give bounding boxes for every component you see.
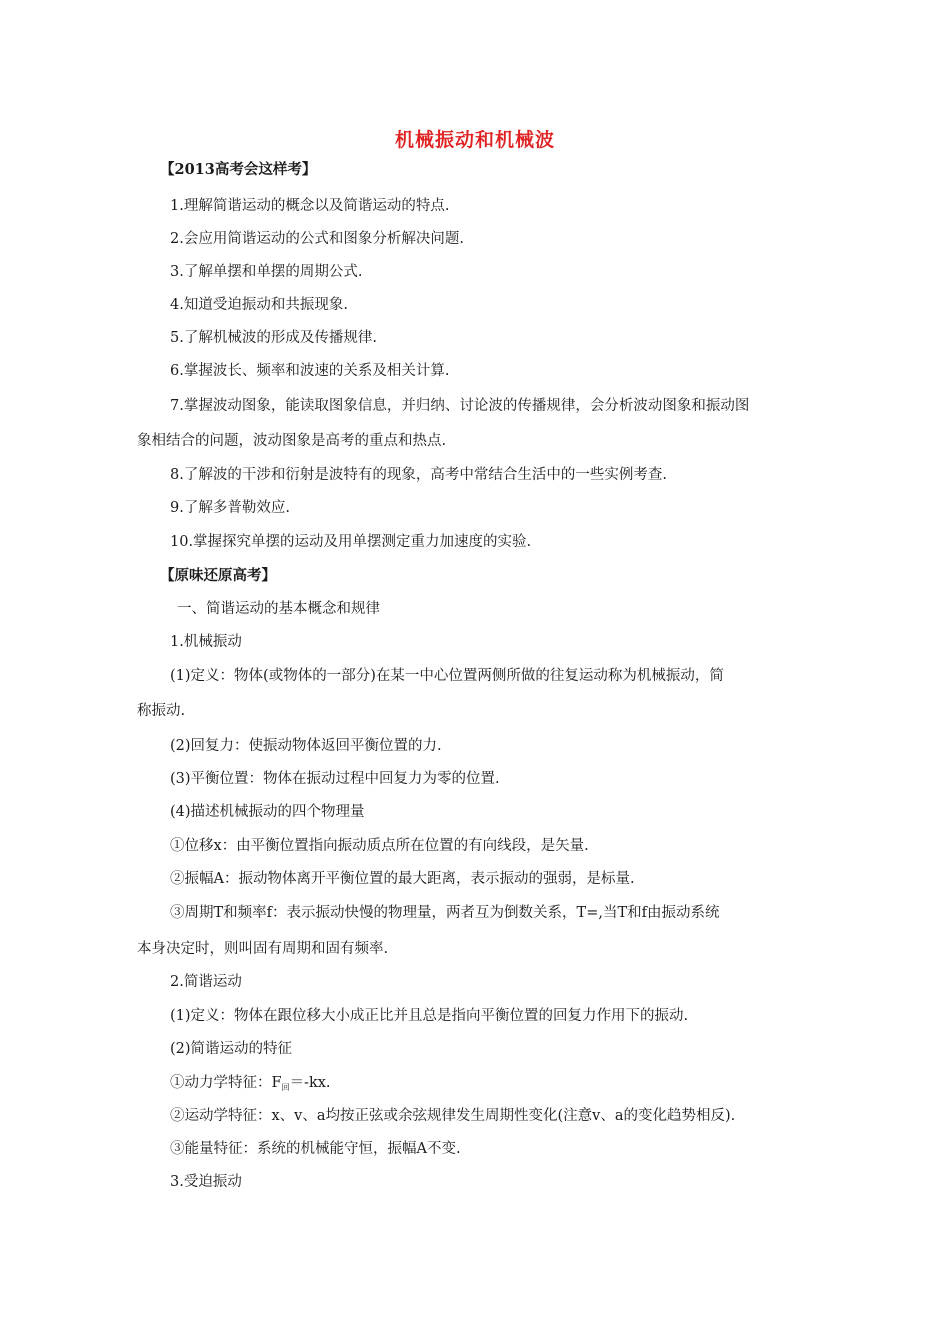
paragraph: ②运动学特征：x、v、a均按正弦或余弦规律发生周期性变化(注意v、a的变化趋势相反). <box>170 1108 736 1124</box>
paragraph: (4)描述机械振动的四个物理量 <box>170 804 365 820</box>
exam-point: 8.了解波的干涉和衍射是波特有的现象，高考中常结合生活中的一些实例考查. <box>170 467 667 483</box>
paragraph: ③周期T和频率f：表示振动快慢的物理量，两者互为倒数关系，T=,当T和f由振动系统 <box>170 905 720 921</box>
subheading: 一、简谐运动的基本概念和规律 <box>177 601 380 617</box>
section-heading-review: 【原味还原高考】 <box>160 567 276 584</box>
item-heading: 2.简谐运动 <box>170 974 242 990</box>
exam-point: 6.掌握波长、频率和波速的关系及相关计算. <box>170 363 450 379</box>
paragraph: ②振幅A：振动物体离开平衡位置的最大距离，表示振动的强弱，是标量. <box>170 871 635 887</box>
paragraph: ①位移x：由平衡位置指向振动质点所在位置的有向线段，是矢量. <box>170 838 589 854</box>
dynamics-prefix: ①动力学特征：F <box>170 1075 282 1091</box>
paragraph: (1)定义：物体在跟位移大小成正比并且总是指向平衡位置的回复力作用下的振动. <box>170 1008 689 1024</box>
exam-point: 4.知道受迫振动和共振现象. <box>170 297 348 313</box>
paragraph-continuation: 称振动. <box>137 703 186 719</box>
force-subscript: 回 <box>281 1083 290 1092</box>
exam-point: 10.掌握探究单摆的运动及用单摆测定重力加速度的实验. <box>170 534 532 550</box>
paragraph: (2)回复力：使振动物体返回平衡位置的力. <box>170 738 442 754</box>
exam-point: 2.会应用简谐运动的公式和图象分析解决问题. <box>170 231 464 247</box>
exam-point-continuation: 象相结合的问题，波动图象是高考的重点和热点. <box>137 433 447 449</box>
item-heading: 1.机械振动 <box>170 634 242 650</box>
section-heading-exam: 【2013高考会这样考】 <box>160 161 317 178</box>
paragraph: (3)平衡位置：物体在振动过程中回复力为零的位置. <box>170 771 500 787</box>
item-heading: 3.受迫振动 <box>170 1174 242 1190</box>
exam-point: 1.理解简谐运动的概念以及简谐运动的特点. <box>170 198 450 214</box>
page-title: 机械振动和机械波 <box>394 129 555 151</box>
exam-point: 7.掌握波动图象，能读取图象信息，并归纳、讨论波的传播规律，会分析波动图象和振动图 <box>170 398 750 414</box>
exam-point: 9.了解多普勒效应. <box>170 500 290 516</box>
paragraph: (2)简谐运动的特征 <box>170 1041 293 1057</box>
exam-point: 5.了解机械波的形成及传播规律. <box>170 330 377 346</box>
paragraph: ③能量特征：系统的机械能守恒，振幅A不变. <box>170 1141 461 1157</box>
dynamics-feature <box>170 1073 331 1095</box>
dynamics-suffix: ＝-kx. <box>289 1075 331 1091</box>
exam-point: 3.了解单摆和单摆的周期公式. <box>170 264 363 280</box>
paragraph-continuation: 本身决定时，则叫固有周期和固有频率. <box>137 941 389 957</box>
paragraph: (1)定义：物体(或物体的一部分)在某一中心位置两侧所做的往复运动称为机械振动，简 <box>170 668 724 684</box>
